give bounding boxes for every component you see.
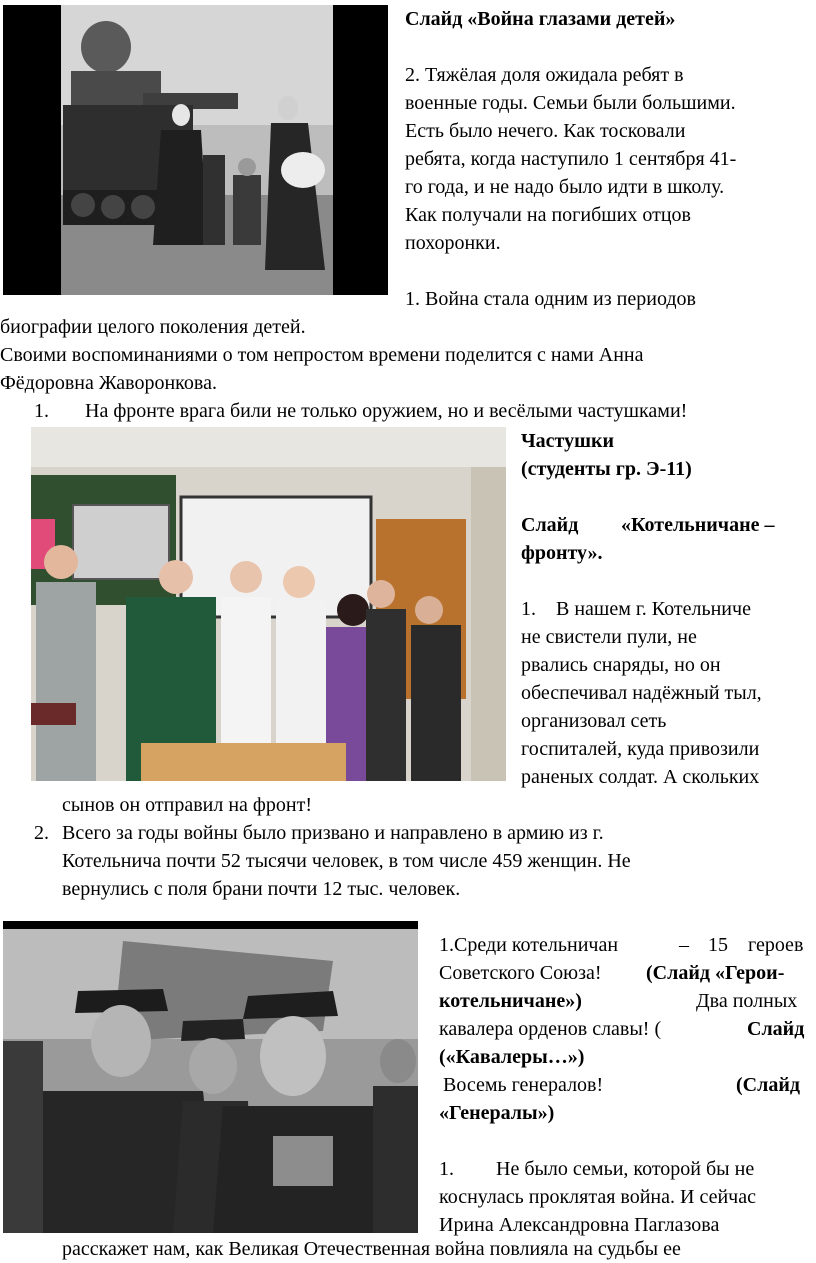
- paragraph-line: биографии целого поколения детей.: [0, 316, 306, 338]
- paragraph-line: Фёдоровна Жаворонкова.: [0, 372, 217, 394]
- text-fragment: героев: [748, 934, 804, 956]
- students-performance-photo: [31, 427, 506, 781]
- paragraph-line: коснулась проклятая война. И сейчас: [439, 1186, 756, 1208]
- paragraph-line: организовал сеть: [521, 710, 667, 732]
- section-title-chastushki: Частушки: [521, 430, 615, 452]
- slide-title-kotelnichane-front: «Котельничане –: [621, 514, 775, 536]
- list-item-text: На фронте врага били не только оружием, но и весёлыми частушками!: [85, 400, 688, 422]
- paragraph-line: Есть было нечего. Как тосковали: [405, 120, 686, 142]
- slide-title-heroes: (Слайд «Герои-: [646, 962, 785, 984]
- list-number: 1.: [439, 1158, 454, 1180]
- text-fragment: 1.Среди котельничан: [439, 934, 619, 956]
- text-fragment: 15: [708, 934, 728, 956]
- list-item-text: В нашем г. Котельниче: [556, 598, 751, 620]
- section-subtitle-students: (студенты гр. Э-11): [521, 458, 692, 480]
- list-number: 1.: [34, 400, 49, 422]
- list-item-text: Всего за годы войны было призвано и направлено в армию из г.: [62, 822, 604, 844]
- paragraph-line: Как получали на погибших отцов: [405, 204, 691, 226]
- paragraph-line: Своими воспоминаниями о том непростом времени поделится с нами Анна: [0, 344, 644, 366]
- text-fragment: Советского Союза!: [439, 962, 602, 984]
- paragraph-line: похоронки.: [405, 232, 501, 254]
- slide-title-kotelnichane-front-cont: фронту».: [521, 542, 603, 564]
- slide-title-cavaliers: («Кавалеры…»): [439, 1046, 585, 1068]
- list-number: 2.: [34, 822, 49, 844]
- paragraph-line: раненых солдат. А скольких: [521, 766, 760, 788]
- slide-title-generals: «Генералы»): [439, 1102, 555, 1124]
- paragraph-line: сынов он отправил на фронт!: [62, 794, 312, 816]
- paragraph-line: ребята, когда наступило 1 сентября 41-: [405, 148, 737, 170]
- paragraph-line: военные годы. Семьи были большими.: [405, 92, 736, 114]
- slide-label: Слайд: [747, 1018, 805, 1040]
- paragraph-line: рвались снаряды, но он: [521, 654, 721, 676]
- paragraph-line: обеспечивал надёжный тыл,: [521, 682, 762, 704]
- paragraph-line: Котельнича почти 52 тысячи человек, в том числе 459 женщин. Не: [62, 850, 631, 872]
- text-fragment: кавалера орденов славы! (: [439, 1018, 662, 1040]
- paragraph-line: не свистели пули, не: [521, 626, 697, 648]
- paragraph-line: го года, и не надо было идти в школу.: [405, 176, 725, 198]
- slide-label: (Слайд: [736, 1074, 800, 1096]
- text-fragment: Два полных: [696, 990, 798, 1012]
- war-children-photo: [3, 5, 388, 295]
- slide-label: Слайд: [521, 514, 579, 536]
- list-item-text: Не было семьи, которой бы не: [496, 1158, 755, 1180]
- text-fragment: –: [679, 934, 689, 956]
- slide-title-war-through-children-eyes: Слайд «Война глазами детей»: [405, 8, 676, 30]
- veterans-photo: [3, 921, 418, 1233]
- paragraph-line: Ирина Александровна Паглазова: [439, 1214, 720, 1236]
- paragraph-line: вернулись с поля брани почти 12 тыс. человек.: [62, 878, 461, 900]
- paragraph-line: 1. Война стала одним из периодов: [405, 288, 696, 310]
- paragraph-line: расскажет нам, как Великая Отечественная война повлияла на судьбы ее: [62, 1238, 681, 1260]
- text-fragment: Восемь генералов!: [443, 1074, 604, 1096]
- list-number: 1.: [521, 598, 536, 620]
- paragraph-line: госпиталей, куда привозили: [521, 738, 760, 760]
- slide-title-heroes-cont: котельничане»): [439, 990, 582, 1012]
- paragraph-line: 2. Тяжёлая доля ожидала ребят в: [405, 64, 684, 86]
